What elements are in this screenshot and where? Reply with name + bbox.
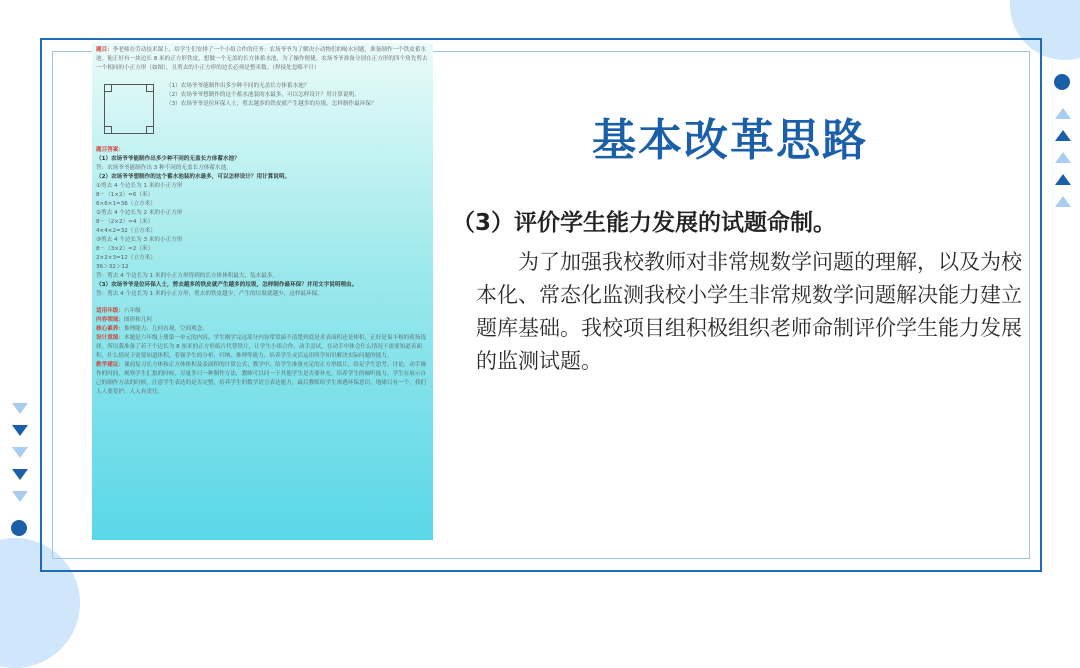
triangle-down-icon bbox=[12, 491, 28, 502]
answer-line: 8－（3×2）=2（米） bbox=[96, 246, 154, 252]
answer-line: 4×4×2=32（立方米） bbox=[96, 228, 156, 234]
figure-and-questions bbox=[96, 76, 429, 138]
answer-line: ③剪去 4 个边长为 3 米的小正方形 bbox=[96, 237, 183, 243]
answer-line: （2）农场爷爷想制作的这个蓄水池装的水最多，可以怎样设计？用计算说明。 bbox=[96, 174, 291, 180]
answer-line: ①剪去 4 个边长为 1 米的小正方形 bbox=[96, 183, 183, 189]
meta-row: 适用年级：六年级 bbox=[96, 308, 141, 314]
triangle-up-icon bbox=[1055, 130, 1071, 141]
triangle-up-icon bbox=[1055, 152, 1071, 163]
triangle-down-icon bbox=[12, 469, 28, 480]
circle-dot-icon bbox=[1054, 74, 1070, 90]
meta-row: 教学建议：课前复习长方体和正方体体积及表面积的计算公式；教学中，给学生准备充足的正方形纸片，给足学生思考、讨论、动手操作的时间，观察学生汇报的时候，尽量多只一种制作方法，教师可以问一下其他学生是否要补充，培养学生的倾听能力。学生在展示自己的制作方法的时候，注意学生表达的是否完整，培养学生的数学语言表达能力。最后教师给学生渗透环保意识，地球只有一个，我们人人要爱护，人人有责任。 bbox=[96, 362, 427, 395]
slide-title: 基本改革思路 bbox=[592, 115, 868, 166]
question-item: （2）农场爷爷想制作的这个蓄水池装的水最多，可以怎样设计？用计算说明。 bbox=[166, 92, 360, 98]
problem-label: 题目： bbox=[96, 47, 113, 53]
sub-questions bbox=[166, 76, 377, 138]
answer-label: 题目答案： bbox=[96, 147, 124, 153]
square-cut-corners-figure bbox=[100, 80, 160, 138]
answer-line: ②剪去 4 个边长为 2 米的小正方形 bbox=[96, 210, 183, 216]
answer-line: 36＞32＞12 bbox=[96, 264, 129, 270]
section-subheading: （3）评价学生能力发展的试题命制。 bbox=[452, 210, 837, 236]
meta-row: 内容领域：图形和几何 bbox=[96, 317, 152, 323]
question-item: （1）农场爷爷能制作出多少种不同的无盖长方体蓄水池？ bbox=[166, 83, 310, 89]
answer-line: 答：剪去 4 个边长为 1 米的小正方形得到的长方体体积最大，装水最多。 bbox=[96, 273, 279, 279]
answer-line: （1）农场爷爷能制作出多少种不同的无盖长方体蓄水池？ bbox=[96, 156, 240, 162]
triangle-down-icon bbox=[12, 447, 28, 458]
meta-list bbox=[96, 307, 429, 397]
triangle-up-icon bbox=[1055, 174, 1071, 185]
problem-paragraph bbox=[96, 46, 429, 73]
triangle-down-icon bbox=[12, 403, 28, 414]
problem-text: 李老师在劳动技术课上，给学生们安排了一个小组合作的任务：农场爷爷为了解决小动物们的喝水问题，准备制作一个铁皮蓄水池。他正好有一块边长 8 米的正方形铁皮，想做一个无盖的长方体蓄水池，为了操作便捷，农场爷爷准备分别在正方形的四个角先剪去一个相同的小正方形（如图），且剪去的小正方形的边长必须是整米数。（焊接处忽略不计） bbox=[96, 47, 428, 71]
question-item: （3）农场爷爷是位环保人士，剪去越多的铁皮就产生越多的垃圾，怎样制作最环保？ bbox=[166, 101, 377, 107]
exam-document-image bbox=[92, 43, 433, 540]
triangle-down-icon bbox=[12, 425, 28, 436]
answer-line: 答：农场爷爷能制作出 3 种不同的无盖长方体蓄水池。 bbox=[96, 165, 232, 171]
circle-dot-icon bbox=[11, 520, 27, 536]
answer-line: 答：剪去 4 个边长为 1 米的小正方形，剪去的铁皮越少，产生的垃圾就越少，这样最环保。 bbox=[96, 291, 323, 297]
answer-list bbox=[96, 155, 429, 299]
answer-line: 8－（2×2）=4（米） bbox=[96, 219, 154, 225]
answer-line: （3）农场爷爷是位环保人士，剪去越多的铁皮就产生越多的垃圾，怎样制作最环保？并用文字说明理由。 bbox=[96, 282, 358, 288]
body-paragraph: 为了加强我校教师对非常规数学问题的理解，以及为校本化、常态化监测我校小学生非常规数学问题解决能力建立题库基础。我校项目组积极组织老师命制评价学生能力发展的监测试题。 bbox=[476, 250, 1022, 373]
answer-line: 6×6×1=36（立方米） bbox=[96, 201, 156, 207]
answer-line: 8－（1×2）=6（米） bbox=[96, 192, 154, 198]
triangle-up-icon bbox=[1055, 196, 1071, 207]
triangle-up-icon bbox=[1055, 108, 1071, 119]
answer-line: 2×2×3=12（立方米） bbox=[96, 255, 156, 261]
meta-row: 核心素养：推理能力、几何直观、空间观念。 bbox=[96, 326, 208, 332]
meta-row: 设计意图：本题是六年级上册第一单元的内容，学生刚学完这部分内容常常搞不清楚到底是求表面积还是体积，正好是巢丰租的荷扬选择。所以我准备了若干个边长为 8 厘米的正方形纸片代替铁片，让学生小组合作，动手尝试，在动手中体会什么情况下需要知道表面积，什么情况下需要知道体积，着强学生的分析、归纳、推理等能力，培养学生灵活运用所学知识解决实际问题的能力。 bbox=[96, 335, 427, 359]
